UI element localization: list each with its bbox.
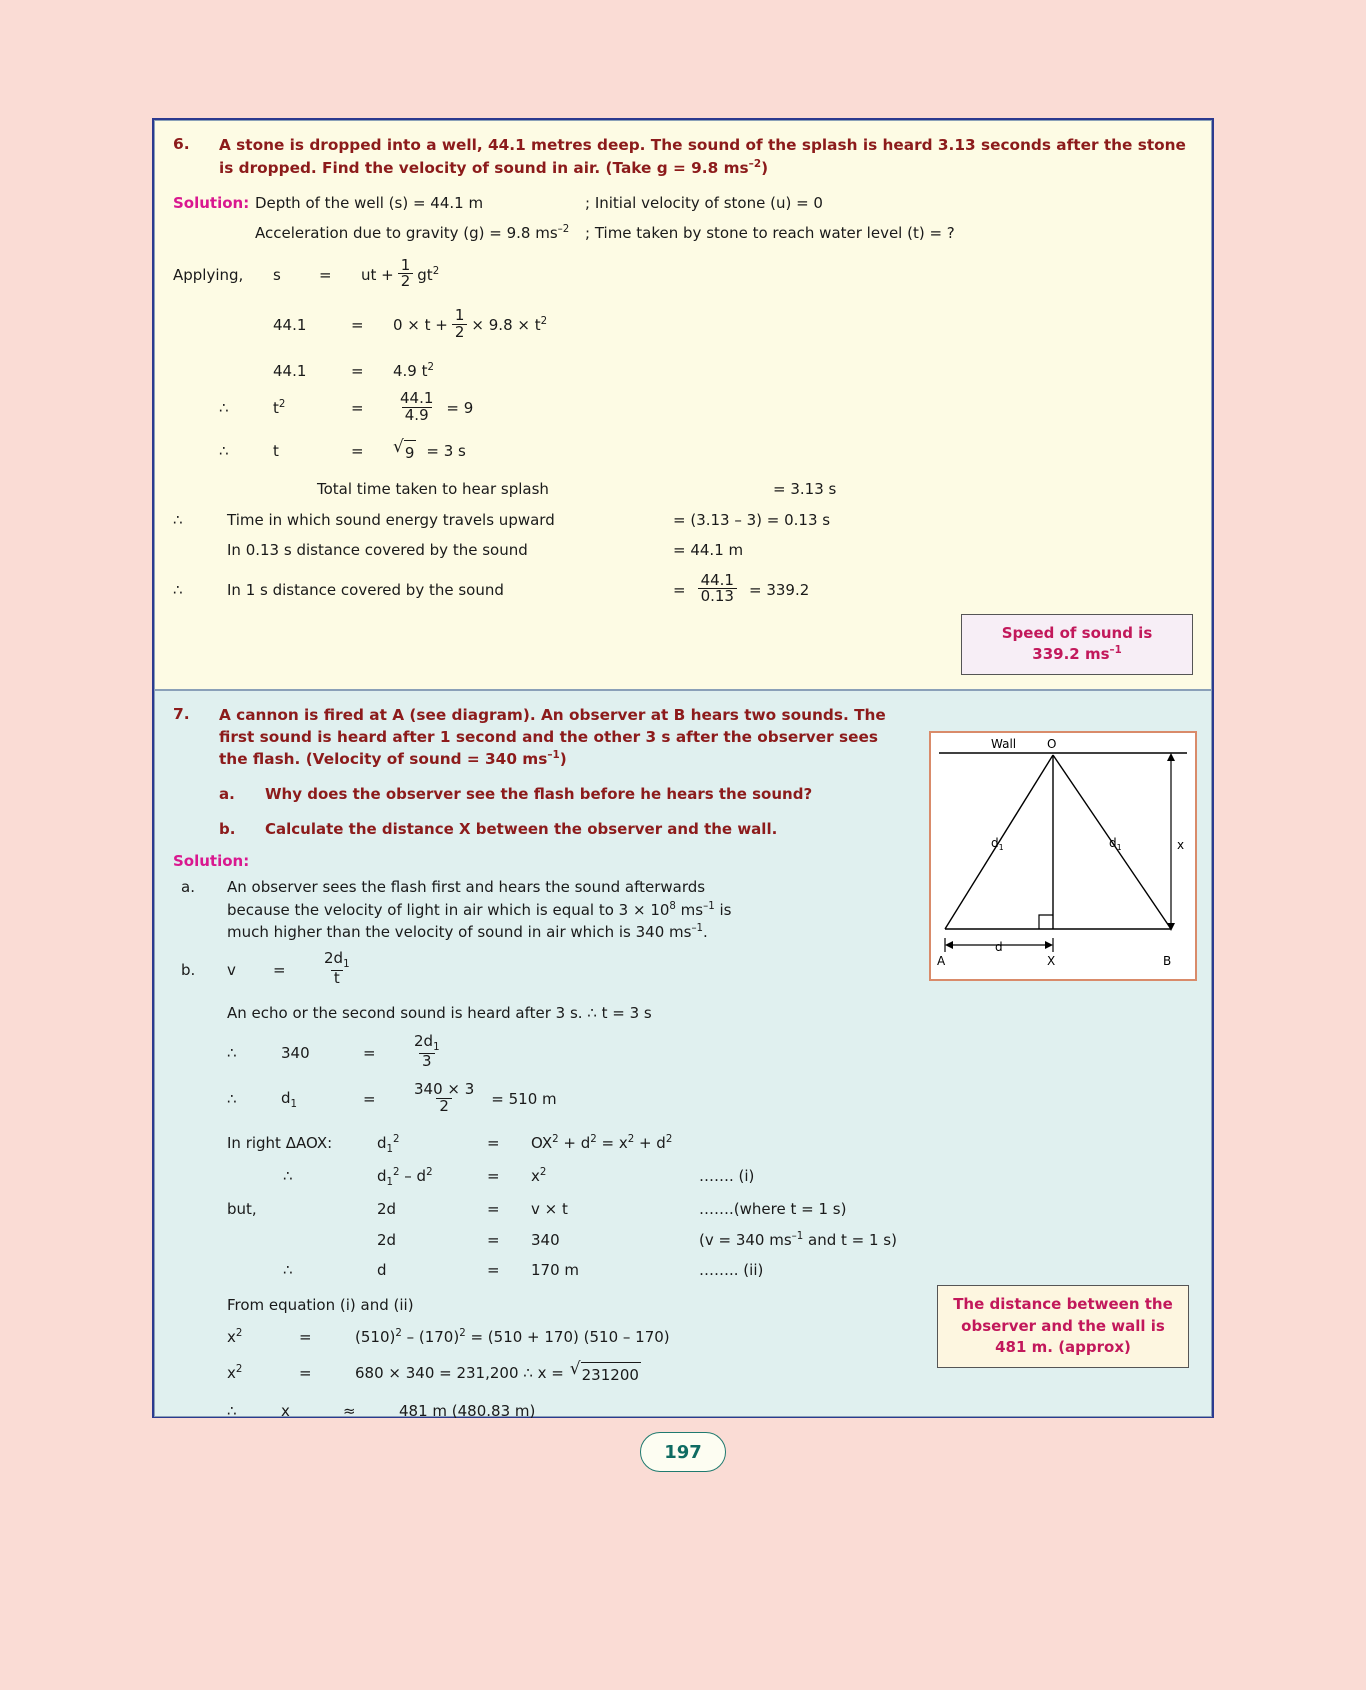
q6-line-3: 44.1 = 4.9 $t^2$	[273, 360, 1193, 383]
q6-therefore-1: ∴	[219, 399, 229, 418]
q6-sqrt-9: √ 9	[393, 439, 416, 465]
q6-given-initial-velocity: ; Initial velocity of stone (u) = 0	[585, 193, 823, 212]
cannon-diagram	[929, 731, 1197, 981]
q6-line2-rhs-b: × 9.8 × t	[471, 316, 541, 335]
q6-total-time-label: Total time taken to hear splash	[317, 480, 549, 499]
q6-therefore-3: ∴	[173, 510, 183, 529]
q6-upward-label: Time in which sound energy travels upward	[227, 510, 555, 529]
q7-but-note: …….(where t = 1 s)	[699, 1200, 847, 1219]
q7-but2-note: (v = 340 $ms^{-1}$ and t = 1 s)	[699, 1230, 897, 1249]
diagram-b-label: B	[1163, 954, 1172, 968]
q7-part-a-row	[173, 783, 813, 806]
q6-line-2: 44.1 = 0 × t + $\frac{1}{2}$ × $9.8 \times t^2$	[273, 306, 548, 341]
q7-but-lhs: 2d	[377, 1200, 397, 1219]
q6-eq-s: s	[273, 265, 281, 284]
question-6-block	[154, 120, 1212, 690]
q7-fraction-2d1-t: $\frac{2d_1}{t}$	[324, 948, 350, 988]
q7-x1-row: $x^2$ = $(510)^2 - (170)^2 = (510 + 170)$ (510 – 170)	[173, 1326, 1193, 1349]
q7-part-b-label: b.	[219, 819, 236, 838]
q6-line3-lhs: 44.1	[273, 361, 307, 380]
question-7-text: A cannon is fired at A (see diagram). An observer at B hears two sounds. The first sound is heard after 1 second and the other 3 s after the observer sees the flash. (Velocity of sound = 340 $ms^{-1}$)	[219, 706, 886, 769]
q6-given-depth: Depth of the well (s) = 44.1 m	[255, 193, 484, 212]
q6-fraction-441-49: $\frac{44.1}{4.9}$	[400, 389, 434, 424]
q7-therefore-5: ∴	[227, 1402, 237, 1421]
q7-rt2-lhs: $d_1^2 - d^2$	[377, 1166, 433, 1188]
question-6-number: 6.	[173, 135, 190, 153]
q7-but-row: but, 2d = v × t …….(where t = 1 s)	[173, 1198, 1193, 1221]
q6-total-time-row	[173, 478, 1193, 501]
q7-fraction-2d1-3: $\frac{2d_1}{3}$	[414, 1031, 440, 1071]
q7-part-b-text: Calculate the distance X between the observer and the wall.	[265, 819, 778, 838]
q7-part-a-label: a.	[219, 785, 235, 804]
q6-one-second-row: ∴ In 1 s distance covered by the sound = $\frac{44.1}{0.13}$ = 339.2	[173, 570, 810, 606]
q6-upward-row	[173, 509, 1193, 532]
q6-distance-row	[173, 539, 1193, 562]
q7-line-340: ∴ 340 = $\frac{2d_1}{3}$	[173, 1035, 1193, 1071]
q7-x2-lhs: $x^2$	[227, 1364, 243, 1383]
q7-but3-note: …….. (ii)	[699, 1261, 764, 1280]
question-7-block	[154, 690, 1212, 1421]
q6-line5-lhs: t	[273, 442, 279, 461]
q7-d1-lhs: $d_1$	[281, 1088, 298, 1110]
q6-line4-eq: =	[351, 399, 364, 418]
q7-but-rhs: v × t	[531, 1200, 568, 1219]
diagram-d1-left: $d_1$	[991, 836, 1004, 852]
q7-b-eq: =	[273, 960, 286, 979]
q6-solution-label: Solution:	[173, 193, 250, 212]
q6-therefore-4: ∴	[173, 580, 183, 599]
q7-but2-lhs: 2d	[377, 1230, 397, 1249]
q7-echo-line: An echo or the second sound is heard after 3 s. ∴ t = 3 s	[227, 1004, 652, 1023]
q7-therefore-3: ∴	[283, 1166, 293, 1185]
q6-one-second-result: = 339.2	[748, 580, 810, 599]
q7-rt-rhs: $OX^2 + d^2 = x^2 + d^2$	[531, 1133, 673, 1152]
q6-line4-result: = 9	[446, 399, 474, 418]
q6-given-line-2	[173, 222, 1193, 245]
q7-x3-row	[173, 1400, 1193, 1423]
q7-but2-rhs: 340	[531, 1230, 560, 1249]
q7-but2-row: 2d = 340 (v = 340 $ms^{-1}$ and t = 1 s)	[173, 1229, 1193, 1252]
q7-x3-lhs: x	[281, 1402, 290, 1421]
q7-part-a-text: Why does the observer see the flash before he hears the sound?	[265, 785, 813, 804]
q7-but3-row: ∴ d = 170 m …….. (ii)	[173, 1259, 1193, 1282]
q7-from-equation: From equation (i) and (ii)	[227, 1295, 414, 1314]
q6-line5-eq: =	[351, 442, 364, 461]
q6-line-5	[219, 436, 1193, 465]
q6-given-time: ; Time taken by stone to reach water level (t) = ?	[585, 224, 955, 243]
q7-b-label: b.	[181, 960, 196, 979]
q6-eq-ut: ut +	[361, 265, 394, 284]
q7-rt2-row: ∴ $d_1^2 - d^2$ = $x^2$ ……. (i)	[173, 1165, 1193, 1190]
q7-rt2-rhs: $x^2$	[531, 1166, 547, 1185]
q7-right-triangle-row: In right ΔAOX: $d_1^2$ = $OX^2 + d^2 = x^2 + d^2$	[173, 1132, 1193, 1157]
q6-applying-row: Applying, s = ut + $\frac{1}{2}$ $gt^2$	[173, 255, 440, 291]
q7-a-line3: much higher than the velocity of sound in air which is 340 $ms^{-1}$.	[227, 923, 708, 942]
q6-line3-eq: =	[351, 361, 364, 380]
q7-sqrt-231200: √ 231200	[570, 1361, 641, 1387]
q6-line3-rhs: 4.9 t	[393, 361, 428, 380]
question-6-text: A stone is dropped into a well, 44.1 metres deep. The sound of the splash is heard 3.13 seconds after the stone is dropped. Find the velocity of sound in air. (Take g = 9.8 $ms^{-2}$)	[219, 136, 1186, 177]
diagram-a-label: A	[937, 954, 946, 968]
q7-solution-label: Solution:	[173, 852, 250, 871]
q6-upward-value: = (3.13 – 3) = 0.13 s	[673, 510, 831, 529]
q6-eq-equals: =	[319, 265, 332, 284]
q6-eq-gt: gt	[417, 265, 433, 284]
diagram-x-label: X	[1047, 954, 1056, 968]
q7-x2-rhs: 680 × 340 = 231,200 ∴ x =	[355, 1364, 564, 1383]
q7-x1-rhs: $(510)^2 - (170)^2 = (510 + 170)$ (510 – 170)	[355, 1328, 670, 1347]
q6-fraction-half-2: $\frac{1}{2}$	[452, 308, 468, 341]
diagram-o-label: O	[1047, 737, 1057, 751]
q7-therefore-1: ∴	[227, 1043, 237, 1062]
diagram-svg	[931, 733, 1195, 979]
diagram-d-label: d	[995, 940, 1003, 954]
q7-a-line1: An observer sees the flash first and hears the sound afterwards	[227, 878, 706, 897]
q6-given-gravity: Acceleration due to gravity (g) = 9.8 ms	[255, 224, 558, 243]
q7-but3-rhs: 170 m	[531, 1261, 580, 1280]
q7-fraction-340x3-2: $\frac{340 \times 3}{2}$	[414, 1080, 475, 1115]
q7-right-triangle-label: In right ΔAOX:	[227, 1133, 333, 1152]
q7-a-line2: because the velocity of light in air which is equal to $3 \times 10^8$ $ms^{-1}$ is	[227, 900, 732, 919]
q7-rt-lhs: $d_1^2$	[377, 1133, 400, 1155]
q7-line-d1: ∴ $d_1$ = $\frac{340 \times 3}{2}$ = 510 m	[227, 1080, 557, 1115]
q7-340-lhs: 340	[281, 1043, 310, 1062]
page-number: 197	[640, 1432, 726, 1472]
q6-line2-eq: =	[351, 316, 364, 335]
q7-therefore-2: ∴	[227, 1090, 237, 1109]
q6-distance-label: In 0.13 s distance covered by the sound	[227, 541, 528, 560]
q6-given-gravity-sup: –2	[557, 224, 570, 236]
q6-one-second-label: In 1 s distance covered by the sound	[227, 580, 504, 599]
diagram-x-right: x	[1177, 838, 1185, 852]
q6-line4-lhs: t	[273, 399, 279, 418]
q7-part-b-row	[173, 818, 813, 841]
q7-therefore-4: ∴	[283, 1261, 293, 1280]
q7-d1-result: = 510 m	[491, 1090, 557, 1109]
q7-but-label: but,	[227, 1200, 257, 1219]
q6-line2-rhs-a: 0 × t +	[393, 316, 448, 335]
q7-x2-row: $x^2$ = 680 × 340 = 231,200 ∴ x = √ 231200	[173, 1361, 1193, 1387]
diagram-d1-right: $d_1$	[1109, 836, 1122, 852]
q7-x1-lhs: $x^2$	[227, 1328, 243, 1347]
q7-answer-box: The distance between the observer and the wall is 481 m. (approx)	[937, 1285, 1189, 1368]
q7-a-label: a.	[181, 878, 195, 897]
q7-but3-lhs: d	[377, 1261, 387, 1280]
q7-b-v: v	[227, 960, 236, 979]
q6-distance-value: = 44.1 m	[673, 541, 744, 560]
q6-line5-result: = 3 s	[426, 442, 466, 461]
q6-applying-label: Applying,	[173, 265, 244, 284]
q6-answer-box: Speed of sound is 339.2 $ms^{-1}$	[961, 614, 1193, 676]
diagram-wall-label: Wall	[991, 737, 1017, 751]
q7-x3-approx: ≈	[343, 1402, 356, 1421]
q7-rt2-note: ……. (i)	[699, 1166, 755, 1185]
q6-therefore-2: ∴	[219, 442, 229, 461]
q6-fraction-half: $\frac{1}{2}$	[398, 258, 414, 291]
q6-line-4: ∴ $t^2$ = $\frac{44.1}{4.9}$ = 9	[219, 389, 474, 424]
q6-fraction-441-013: $\frac{44.1}{0.13}$	[698, 573, 737, 606]
q6-given-line-1	[173, 192, 1193, 215]
q6-line2-lhs: 44.1	[273, 316, 307, 335]
q6-total-time-value: = 3.13 s	[773, 480, 837, 499]
textbook-page	[152, 118, 1214, 1421]
question-7-number: 7.	[173, 705, 190, 723]
q7-x3-rhs: 481 m (480.83 m)	[399, 1402, 536, 1421]
